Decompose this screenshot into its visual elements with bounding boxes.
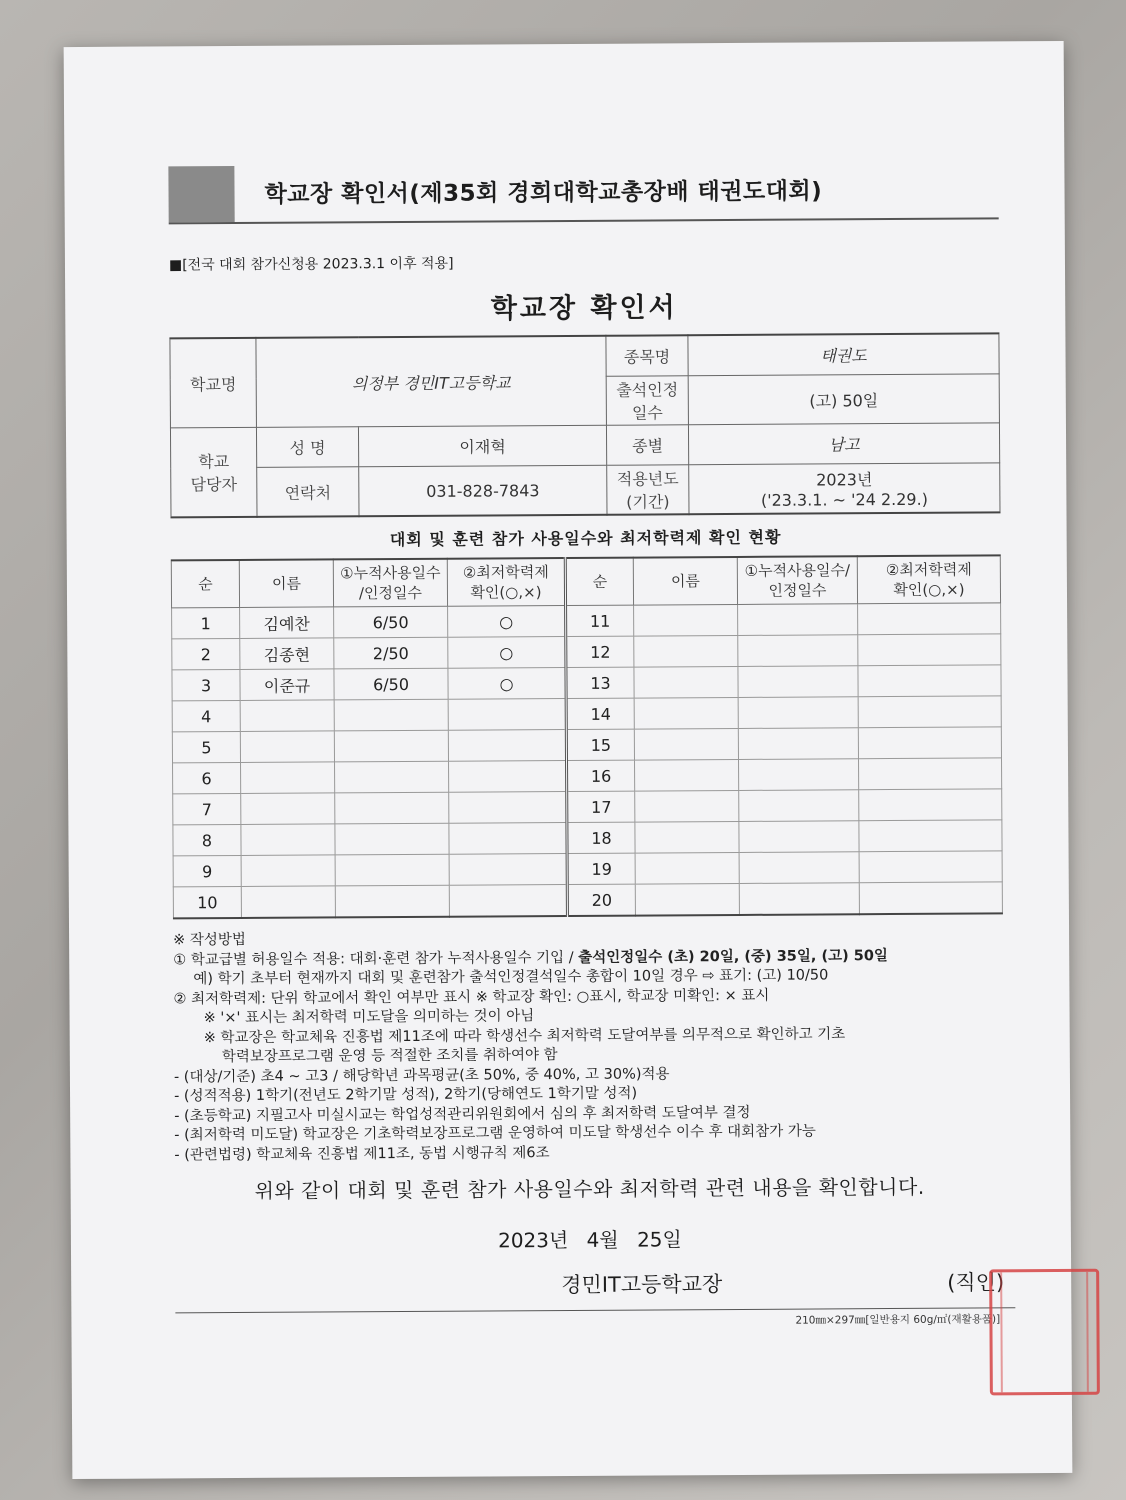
manager-label: 학교 담당자 xyxy=(170,427,257,517)
row-check xyxy=(449,885,567,917)
year-label: 적용년도 (기간) xyxy=(607,465,689,515)
row-no: 5 xyxy=(172,732,240,763)
table-row xyxy=(172,727,1001,763)
row-name xyxy=(241,824,335,856)
row-no-right: 16 xyxy=(567,760,635,791)
table-row xyxy=(173,758,1002,794)
note-2: ② 최저학력제: 단위 학교에서 확인 여부만 표시 ※ 학교장 확인: ○표시, 학교장 미확인: × 표시 xyxy=(173,987,770,1007)
type-label: 종별 xyxy=(606,425,688,466)
row-check-right xyxy=(859,789,1002,821)
table-row xyxy=(173,789,1002,825)
row-no: 8 xyxy=(173,824,241,855)
row-days-right xyxy=(739,852,859,884)
row-name-right xyxy=(635,852,739,884)
row-check-right xyxy=(859,851,1002,883)
row-check-right xyxy=(858,634,1001,666)
row-check-right xyxy=(858,696,1001,728)
document-date: 2023년 4월 25일 xyxy=(497,1227,682,1253)
row-days-right xyxy=(738,604,858,636)
detail-3: - (초등학교) 지필고사 미실시교는 학업성적관리위원회에서 심의 후 최저학력 도달여부 결정 xyxy=(174,1104,751,1124)
row-no: 3 xyxy=(172,670,240,701)
status-table xyxy=(171,554,1003,919)
detail-1: - (대상/기준) 초4 ~ 고3 / 해당학년 과목평균(초 50%, 중 40%, 고 30%)적용 xyxy=(173,1065,670,1085)
row-check-right xyxy=(858,665,1001,697)
signer-name: 경민IT고등학교장 xyxy=(561,1272,723,1298)
row-days: 2/50 xyxy=(334,637,448,669)
note-2c: 학력보장프로그램 운영 등 적절한 조치를 취하여야 함 xyxy=(221,1047,558,1066)
seal-border-lines xyxy=(1000,1272,1089,1393)
row-no-right: 18 xyxy=(567,822,635,853)
status-title: 대회 및 훈련 참가 사용일수와 최저학력제 확인 현황 xyxy=(389,527,782,550)
table-row xyxy=(173,820,1002,856)
application-note: ■[전국 대회 참가신청용 2023.3.1 이후 적용] xyxy=(168,255,454,274)
row-days-right xyxy=(738,759,858,791)
row-name-right xyxy=(635,821,739,853)
note-1: ① 학교급별 허용일수 적용: 대회·훈련 참가 누적사용일수 기입 / 출석인정일수 (초) 20일, (중) 35일, (고) 50일 xyxy=(173,947,888,968)
row-check xyxy=(448,699,566,731)
days-label: 출석인정 일수 xyxy=(606,376,688,426)
confirm-statement: 위와 같이 대회 및 훈련 참가 사용일수와 최저학력 관련 내용을 확인합니다. xyxy=(254,1174,925,1203)
school-value: 의정부 경민IT고등학교 xyxy=(256,336,607,428)
notes-heading: ※ 작성방법 xyxy=(173,931,246,949)
note-2b: ※ 학교장은 학교체육 진흥법 제11조에 따라 학생선수 최저학력 도달여부를 의무적으로 확인하고 기초 xyxy=(203,1025,846,1046)
row-check-right xyxy=(858,758,1001,790)
row-no-right: 11 xyxy=(566,605,634,636)
row-days-right xyxy=(738,697,858,729)
row-name: 김예찬 xyxy=(240,607,334,639)
signature-line xyxy=(175,1266,1005,1301)
sport-label: 종목명 xyxy=(606,335,688,376)
row-no: 7 xyxy=(173,794,241,825)
row-check xyxy=(449,761,567,793)
row-check xyxy=(449,823,567,855)
row-days xyxy=(335,885,449,917)
row-check-right xyxy=(858,727,1001,759)
header-check-right: ②최저학력제 확인(○,×) xyxy=(857,555,1000,603)
row-name xyxy=(241,855,335,887)
row-no: 2 xyxy=(172,639,240,670)
row-check-right xyxy=(859,882,1002,914)
row-name-right xyxy=(635,759,739,791)
header-name: 이름 xyxy=(239,559,333,607)
row-no-right: 14 xyxy=(566,698,634,729)
row-name-right xyxy=(635,883,739,915)
seal-mark: (직인) xyxy=(947,1270,1005,1295)
table-row xyxy=(172,603,1001,639)
row-check: ○ xyxy=(448,606,566,638)
header-no: 순 xyxy=(171,560,239,608)
row-no-right: 20 xyxy=(567,884,635,916)
row-name xyxy=(241,762,335,794)
note-2a: ※ '×' 표시는 최저학력 미도달을 의미하는 것이 아님 xyxy=(203,1008,535,1027)
table-row xyxy=(172,665,1001,701)
row-days xyxy=(335,823,449,855)
header-no-right: 순 xyxy=(565,558,633,606)
name-value: 이재혁 xyxy=(358,425,606,467)
row-no: 4 xyxy=(172,701,240,732)
row-check-right xyxy=(858,603,1001,635)
row-days-right xyxy=(738,666,858,698)
row-name-right xyxy=(634,604,738,636)
contact-value: 031-828-7843 xyxy=(359,465,607,516)
row-name xyxy=(240,731,334,763)
table-row xyxy=(173,851,1002,887)
row-days: 6/50 xyxy=(334,606,448,638)
detail-4: - (최저학력 미도달) 학교장은 기초학력보장프로그램 운영하여 미도달 학생선수 이수 후 대회참가 가능 xyxy=(174,1123,816,1144)
document-content xyxy=(168,161,1005,1327)
row-days-right xyxy=(739,790,859,822)
row-no-right: 15 xyxy=(566,729,634,760)
row-check: ○ xyxy=(448,637,566,669)
row-no: 9 xyxy=(173,855,241,886)
row-name-right xyxy=(634,666,738,698)
row-no: 6 xyxy=(173,763,241,794)
row-days: 6/50 xyxy=(334,668,448,700)
days-value: (고) 50일 xyxy=(688,374,999,425)
school-label: 학교명 xyxy=(170,338,257,428)
row-no-right: 19 xyxy=(567,853,635,884)
header-check: ②최저학력제 확인(○,×) xyxy=(447,558,565,606)
header-name-right: 이름 xyxy=(633,557,737,605)
document-title: 학교장 확인서 xyxy=(490,292,678,325)
type-value: 남고 xyxy=(688,423,999,465)
document-paper xyxy=(64,41,1073,1479)
row-days xyxy=(334,699,448,731)
row-no-right: 13 xyxy=(566,667,634,698)
instructions xyxy=(173,926,1004,1165)
row-days xyxy=(335,854,449,886)
row-name-right xyxy=(635,790,739,822)
row-name-right xyxy=(634,728,738,760)
row-check xyxy=(448,730,566,762)
row-no: 10 xyxy=(173,886,241,918)
row-name-right xyxy=(634,635,738,667)
sport-value: 태권도 xyxy=(688,333,999,375)
row-no: 1 xyxy=(172,608,240,639)
banner-grey-block xyxy=(168,166,234,222)
row-days-right xyxy=(739,883,859,915)
row-check xyxy=(449,854,567,886)
detail-2: - (성적적용) 1학기(전년도 2학기말 성적), 2학기(당해연도 1학기말 성적) xyxy=(173,1085,638,1105)
table-row xyxy=(173,882,1002,919)
row-days xyxy=(334,730,448,762)
official-seal-stamp xyxy=(989,1269,1100,1396)
table-row xyxy=(172,634,1001,670)
paper-size-note: 210㎜×297㎜[일반용지 60g/㎡(재활용품)] xyxy=(795,1313,1001,1327)
banner-title: 학교장 확인서(제35회 경희대학교총장배 태권도대회) xyxy=(264,178,823,208)
note-1-example: 예) 학기 초부터 현재까지 대회 및 훈련참가 출석인정결석일수 총합이 10일 경우 ⇨ 표기: (고) 10/50 xyxy=(193,967,829,988)
title-banner xyxy=(168,161,998,224)
row-check: ○ xyxy=(448,668,566,700)
contact-label: 연락처 xyxy=(257,467,359,517)
header-days: ①누적사용일수 /인정일수 xyxy=(333,559,447,607)
header-days-right: ①누적사용일수/ 인정일수 xyxy=(737,556,857,604)
row-check xyxy=(449,792,567,824)
row-no-right: 17 xyxy=(567,791,635,822)
row-days-right xyxy=(739,821,859,853)
row-name xyxy=(240,700,334,732)
row-days xyxy=(335,792,449,824)
row-check-right xyxy=(859,820,1002,852)
row-days-right xyxy=(738,635,858,667)
row-name: 김종현 xyxy=(240,638,334,670)
name-label: 성 명 xyxy=(256,427,358,468)
row-days xyxy=(335,761,449,793)
detail-5: - (관련법령) 학교체육 진흥법 제11조, 동법 시행규칙 제6조 xyxy=(174,1144,550,1163)
row-days-right xyxy=(738,728,858,760)
info-table xyxy=(169,332,1000,518)
row-name-right xyxy=(634,697,738,729)
row-name xyxy=(241,886,335,918)
row-name xyxy=(241,793,335,825)
table-row xyxy=(172,696,1001,732)
year-value: 2023년 ('23.3.1. ~ '24 2.29.) xyxy=(689,463,1000,514)
row-no-right: 12 xyxy=(566,636,634,667)
row-name: 이준규 xyxy=(240,669,334,701)
